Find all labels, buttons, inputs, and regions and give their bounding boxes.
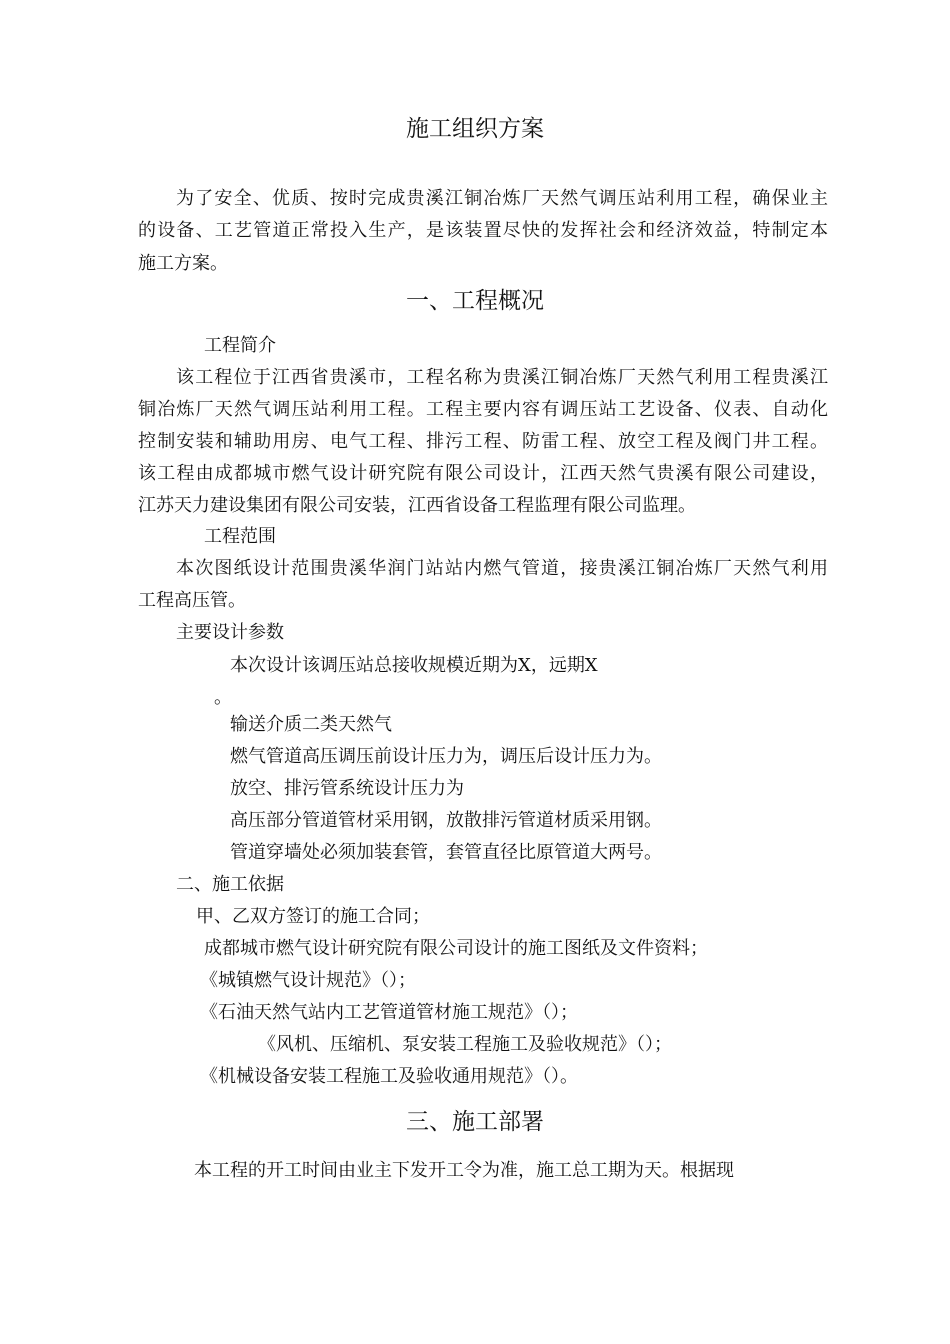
basis-item-2: 成都城市燃气设计研究院有限公司设计的施工图纸及文件资料； — [204, 938, 708, 959]
intro-line-1: 为了安全、优质、按时完成贵溪江铜冶炼厂天然气调压站利用工程，确保业主 — [176, 188, 828, 209]
sub1-line-1: 该工程位于江西省贵溪市，工程名称为贵溪江铜冶炼厂天然气利用工程贵溪江 — [176, 367, 828, 388]
sub1-line-4: 该工程由成都城市燃气设计研究院有限公司设计，江西天然气贵溪有限公司建设， — [138, 463, 828, 484]
param-line-3: 输送介质二类天然气 — [230, 714, 392, 735]
basis-item-5: 《风机、压缩机、泵安装工程施工及验收规范》（）； — [258, 1034, 672, 1055]
sub1-title: 工程简介 — [204, 335, 276, 356]
basis-item-6: 《机械设备安装工程施工及验收通用规范》（）。 — [200, 1066, 578, 1087]
param-line-1: 本次设计该调压站总接收规模近期为X，远期X — [230, 655, 598, 676]
param-line-4: 燃气管道高压调压前设计压力为，调压后设计压力为。 — [230, 746, 662, 767]
sub1-line-5: 江苏天力建设集团有限公司安装，江西省设备工程监理有限公司监理。 — [138, 495, 696, 516]
param-line-6: 高压部分管道管材采用钢，放散排污管道材质采用钢。 — [230, 810, 662, 831]
sub2-title: 工程范围 — [204, 526, 276, 547]
param-line-7: 管道穿墙处必须加装套管，套管直径比原管道大两号。 — [230, 842, 662, 863]
basis-item-1: 甲、乙双方签订的施工合同； — [196, 906, 430, 927]
document-title: 施工组织方案 — [406, 116, 544, 142]
sub1-line-2: 铜冶炼厂天然气调压站利用工程。工程主要内容有调压站工艺设备、仪表、自动化 — [138, 399, 828, 420]
sub2-line-1: 本次图纸设计范围贵溪华润门站站内燃气管道，接贵溪江铜冶炼厂天然气利用 — [176, 558, 828, 579]
sub3-title: 主要设计参数 — [176, 622, 284, 643]
sub1-line-3: 控制安装和辅助用房、电气工程、排污工程、防雷工程、放空工程及阀门井工程。 — [138, 431, 828, 452]
basis-item-3: 《城镇燃气设计规范》（）； — [200, 970, 416, 991]
section3-line-1: 本工程的开工时间由业主下发开工令为准，施工总工期为天。根据现 — [194, 1160, 734, 1181]
section1-heading: 一、工程概况 — [406, 288, 544, 314]
basis-item-4: 《石油天然气站内工艺管道管材施工规范》（）； — [200, 1002, 578, 1023]
sub2-line-2: 工程高压管。 — [138, 590, 246, 611]
param-line-2: 。 — [214, 687, 232, 708]
intro-line-3: 施工方案。 — [138, 253, 228, 274]
intro-line-2: 的设备、工艺管道正常投入生产，是该装置尽快的发挥社会和经济效益，特制定本 — [138, 220, 828, 241]
section3-heading: 三、施工部署 — [406, 1109, 544, 1135]
param-line-5: 放空、排污管系统设计压力为 — [230, 778, 464, 799]
section2-heading: 二、施工依据 — [176, 874, 284, 895]
